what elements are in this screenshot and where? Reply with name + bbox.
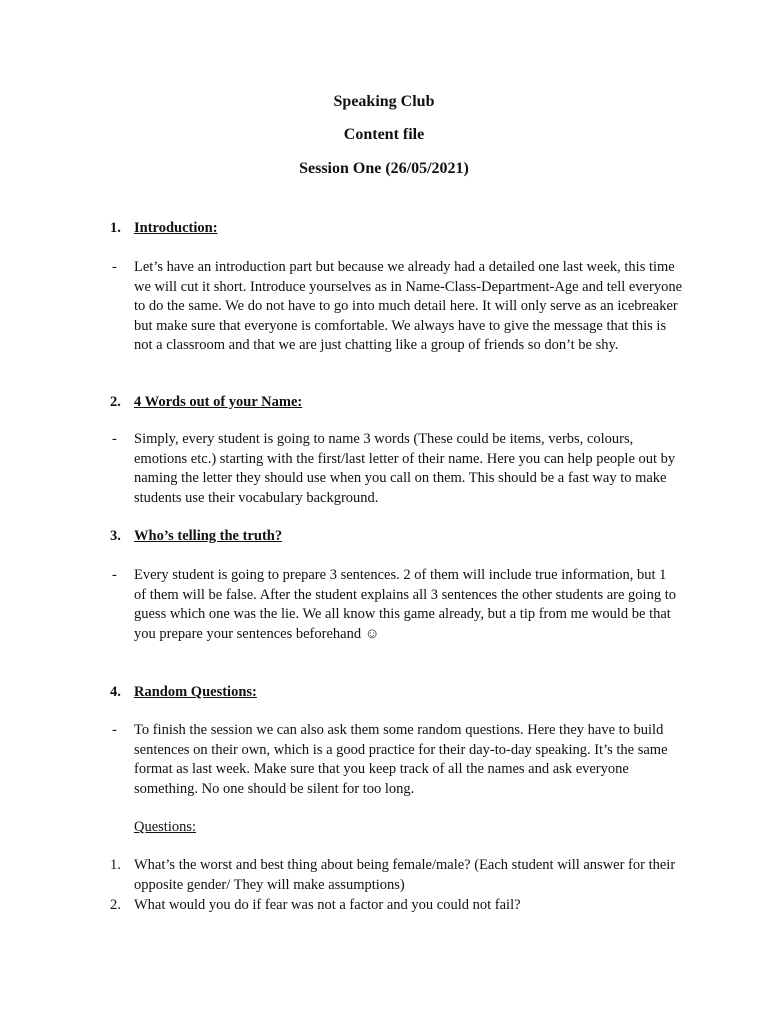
bullet-dash: - bbox=[112, 567, 117, 583]
document-subtitle: Content file bbox=[343, 126, 425, 143]
session-title: Session One (26/05/2021) bbox=[299, 160, 469, 177]
section-paragraph-introduction bbox=[112, 258, 682, 356]
section-number: 3. bbox=[110, 528, 121, 544]
bullet-dash: - bbox=[112, 431, 117, 447]
section-number: 4. bbox=[110, 684, 121, 700]
section-paragraph-random bbox=[112, 721, 682, 799]
section-number: 1. bbox=[110, 220, 121, 236]
question-text: What’s the worst and best thing about being female/male? (Each student will answer for their opposite gender/ They will make assumptions) bbox=[134, 857, 676, 893]
section-heading-text: 4 Words out of your Name: bbox=[134, 394, 303, 410]
section-number: 2. bbox=[110, 394, 121, 410]
section-heading-random bbox=[110, 683, 257, 702]
section-heading-text: Introduction: bbox=[134, 220, 218, 236]
section-heading-introduction bbox=[110, 219, 218, 238]
paragraph-text: Simply, every student is going to name 3 words (These could be items, verbs, colours, emotions etc.) starting with the first/last letter of their name. Here you can help people out by naming the letter they should use when you call on them. This should be a fast way to make students use their vocabulary background. bbox=[134, 431, 676, 506]
question-text: What would you do if fear was not a factor and you could not fail? bbox=[134, 897, 521, 913]
question-number: 1. bbox=[110, 857, 121, 873]
question-item bbox=[110, 856, 690, 895]
section-heading-words bbox=[110, 393, 302, 412]
section-heading-text: Random Questions: bbox=[134, 684, 257, 700]
question-number: 2. bbox=[110, 897, 121, 913]
bullet-dash: - bbox=[112, 259, 117, 275]
section-paragraph-words bbox=[112, 430, 682, 508]
section-heading-truth bbox=[110, 527, 282, 546]
paragraph-text: To finish the session we can also ask them some random questions. Here they have to build sentences on their own, which is a good practice for their day-to-day speaking. It’s the same format as last week. Make sure that you keep track of all the names and ask everyone something. No one should be silent for too long. bbox=[134, 722, 668, 797]
paragraph-text: Let’s have an introduction part but because we already had a detailed one last week, this time we will cut it short. Introduce yourselves as in Name-Class-Department-Age and tell everyone to do the same. We do not have to go into much detail here. It will only serve as an icebreaker but make sure that everyone is comfortable. We always have to give the message that this is not a classroom and that we are just chatting like a group of friends so don’t be shy. bbox=[134, 259, 683, 353]
section-heading-text: Who’s telling the truth? bbox=[134, 528, 283, 544]
bullet-dash: - bbox=[112, 722, 117, 738]
question-item bbox=[110, 896, 690, 916]
questions-label: Questions: bbox=[134, 819, 197, 835]
document-title: Speaking Club bbox=[333, 93, 435, 110]
paragraph-text: Every student is going to prepare 3 sentences. 2 of them will include true information, but 1 of them will be false. After the student explains all 3 sentences the other students are going to guess which one was the lie. We all know this game already, but a tip from me would be that you prepare your sentences beforehand ☺ bbox=[134, 567, 676, 642]
section-paragraph-truth bbox=[112, 566, 682, 644]
